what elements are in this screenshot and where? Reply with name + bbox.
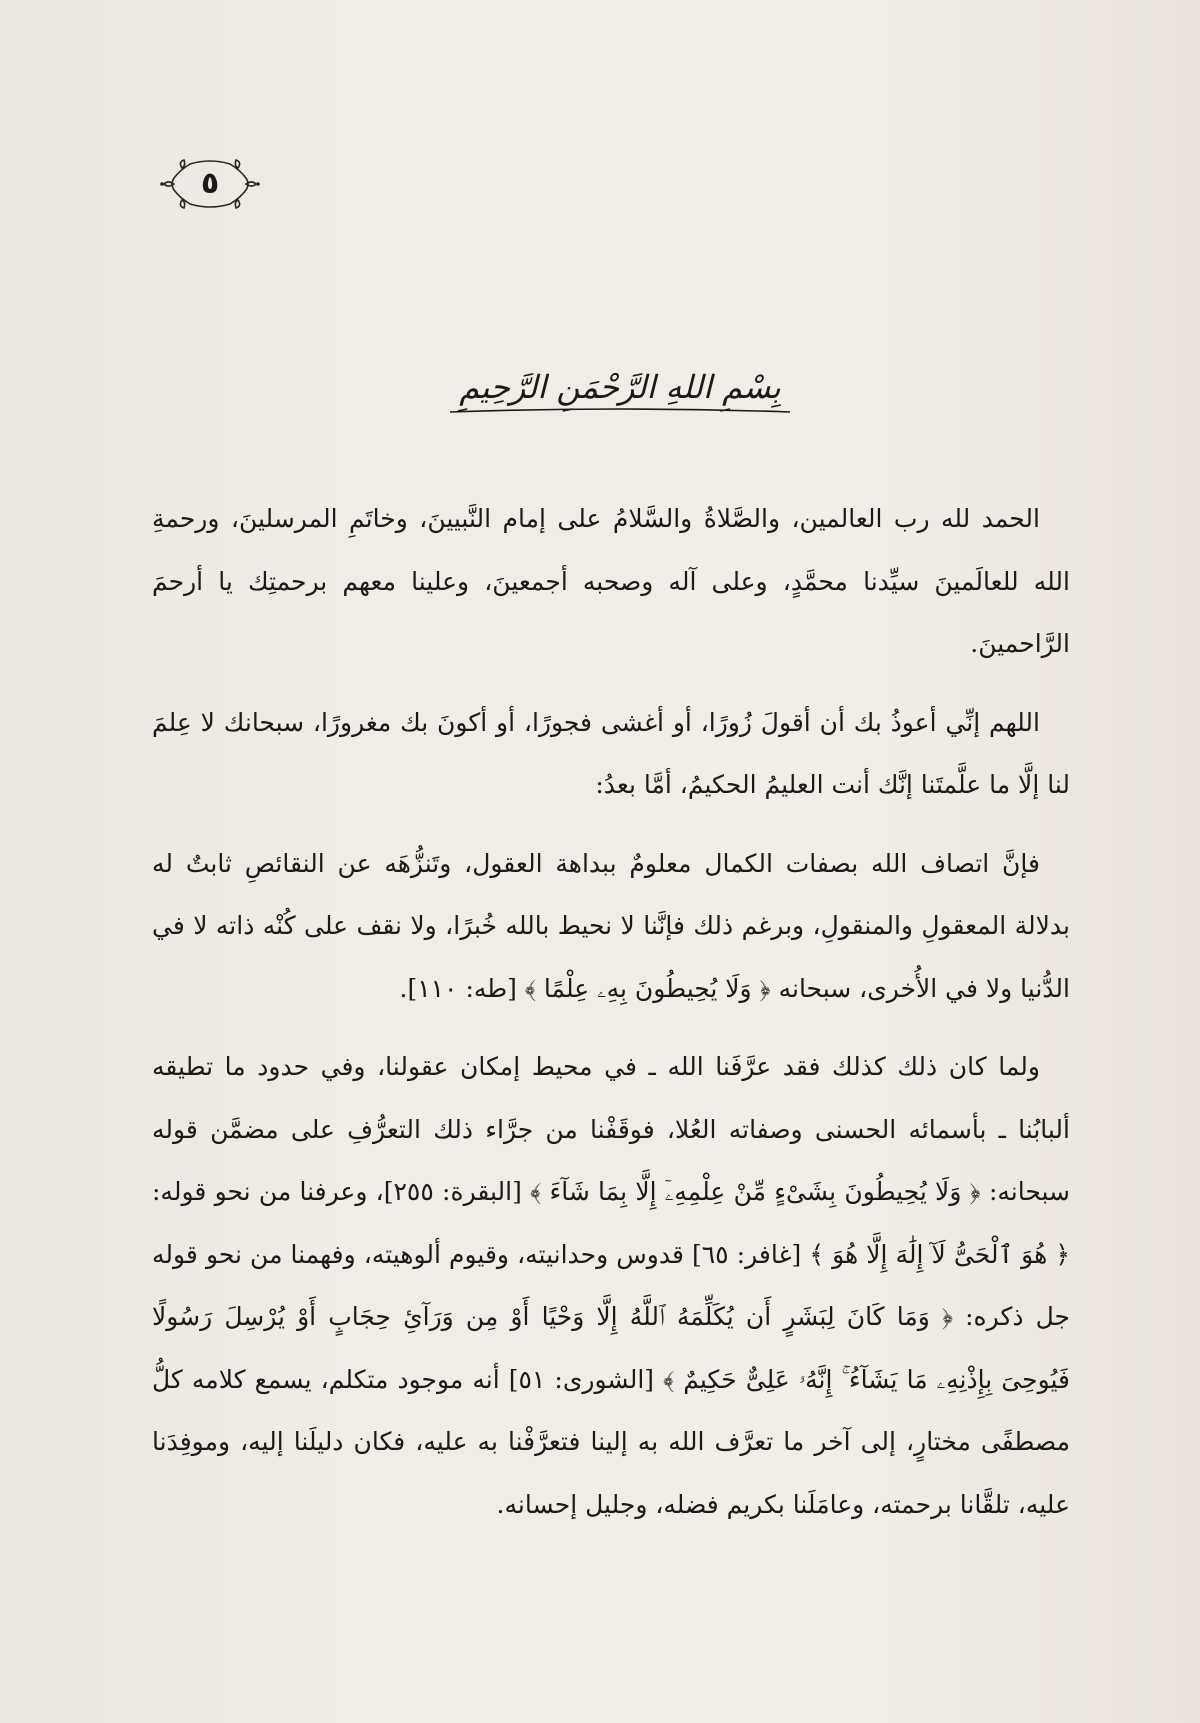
paragraph-attributes: فإنَّ اتصاف الله بصفات الكمال معلومٌ ببداهة العقول، وتَنزُّهَه عن النقائصِ ثابتٌ له بدلالة المعقولِ والمنقولِ، وبرغم ذلك فإنَّنا لا نحيط بالله خُبرًا، ولا نقف على كُنْه ذاته لا في الدُّنيا ولا في الأُخرى، سبحانه ﴿ وَلَا يُحِيطُونَ بِهِۦ عِلْمًا ﴾ [طه: ١١٠]. xyxy=(152,848,1070,1003)
basmala-heading xyxy=(430,362,810,422)
calligraphy-underline-icon xyxy=(430,362,810,422)
body-text xyxy=(152,488,1070,1552)
page-number: ٥ xyxy=(200,166,220,201)
paragraph-supplication: اللهم إنِّي أعوذُ بك أن أقولَ زُورًا، أو أغشى فجورًا، أو أكونَ بك مغرورًا، سبحانك لا عِلمَ لنا إلَّا ما علَّمتَنا إنَّك أنت العليمُ الحكيمُ، أمَّا بعدُ: xyxy=(152,707,1070,799)
paragraph-praise: الحمد لله رب العالمين، والصَّلاةُ والسَّلامُ على إمام النَّبيينَ، وخاتَمِ المرسلينَ، ورحمةِ الله للعالَمينَ سيِّدنا محمَّدٍ، وعلى آله وصحبه أجمعينَ، وعلينا معهم برحمتِك يا أرحمَ الرَّاحمينَ. xyxy=(152,504,1070,658)
basmala-text: بِسْمِ اللهِ الرَّحْمَنِ الرَّحِيمِ xyxy=(459,368,781,406)
page-number-ornament xyxy=(160,156,260,212)
paragraph-names: ولما كان ذلك كذلك فقد عرَّفَنا الله ـ في محيط إمكان عقولنا، وفي حدود ما تطيقه ألبابُنا ـ بأسمائه الحسنى وصفاته العُلا، فوقَفْنا من جرَّاء ذلك التعرُّفِ على مضمَّن قوله سبحانه: ﴿ وَلَا يُحِيطُونَ بِشَىْءٍ مِّنْ عِلْمِهِۦٓ إِلَّا بِمَا شَآءَ ﴾ [البقرة: ٢٥٥]، وعرفنا من نحو قوله: ﴿ هُوَ ٱلْحَىُّ لَآ إِلَٰهَ إِلَّا هُوَ ﴾ [غافر: ٦٥] قدوس وحدانيته، وقيوم ألوهيته، وفهمنا من نحو قوله جل ذكره: ﴿ وَمَا كَانَ لِبَشَرٍ أَن يُكَلِّمَهُ ٱللَّهُ إِلَّا وَحْيًا أَوْ مِن وَرَآئِ حِجَابٍ أَوْ يُرْسِلَ رَسُولًا فَيُوحِىَ بِإِذْنِهِۦ مَا يَشَآءُ ۚ إِنَّهُۥ عَلِىٌّ حَكِيمٌ ﴾ [الشورى: ٥١] أنه موجود متكلم، يسمع كلامه كلُّ مصطفًى مختارٍ، إلى آخر ما تعرَّف الله به إلينا فتعرَّفْنا به عليه، فكان دليلَنا إليه، وموفِدَنا عليه، تلقَّانا برحمته، وعامَلَنا بكريم فضله، وجليل إحسانه. xyxy=(152,1052,1071,1519)
